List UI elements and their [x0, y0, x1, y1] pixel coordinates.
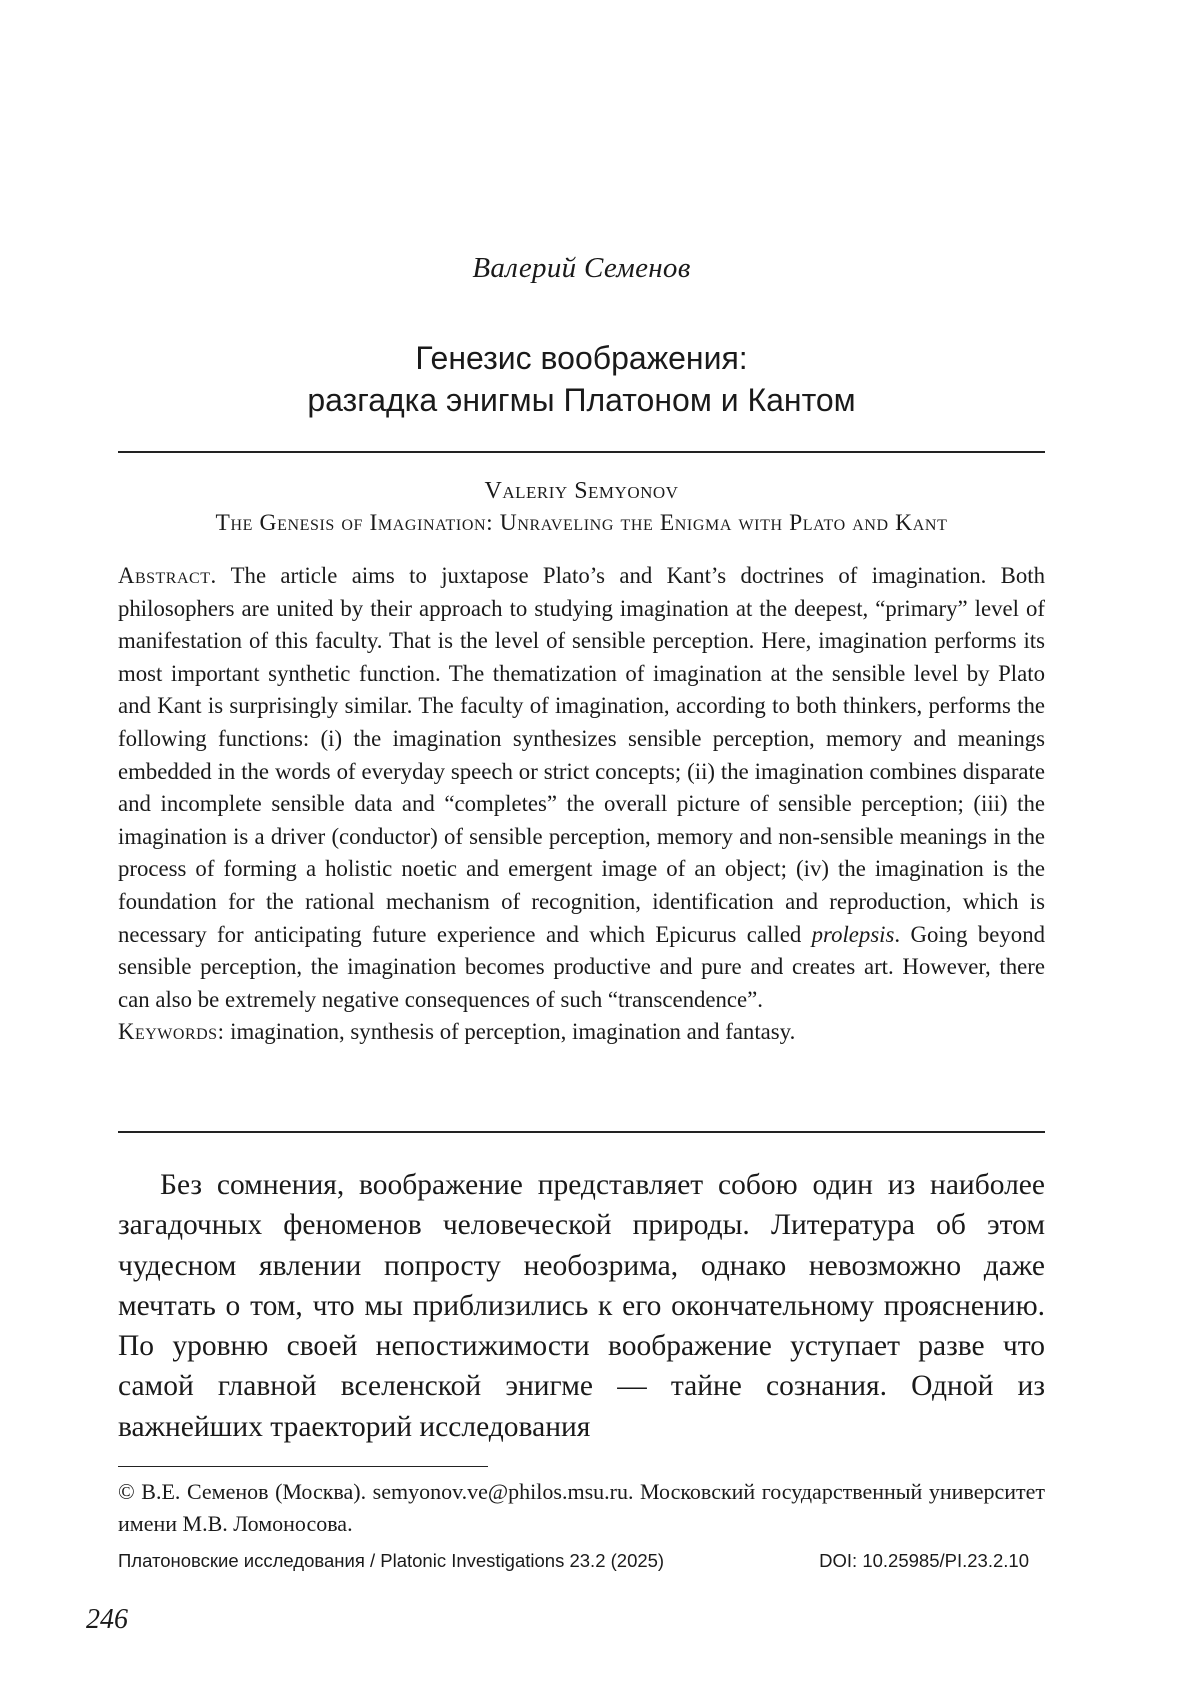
abstract-paragraph	[118, 560, 1045, 1016]
journal-footer	[118, 1548, 1045, 1574]
bottom-divider	[118, 1131, 1045, 1133]
top-divider	[118, 451, 1045, 453]
title-ru-line-2: разгадка энигмы Платоном и Кантом	[307, 382, 856, 418]
author-footnote: © В.Е. Семенов (Москва). semyonov.ve@philos.msu.ru. Московский государственный университет имени М.В. Ломоносова.	[118, 1479, 1045, 1536]
keywords-paragraph	[118, 1016, 1045, 1049]
abstract-block	[118, 560, 1045, 1049]
journal-citation: Платоновские исследования / Platonic Investigations 23.2 (2025)	[118, 1550, 665, 1571]
keywords-label: Keywords:	[118, 1019, 225, 1045]
author-name-ru: Валерий Семенов	[472, 252, 691, 284]
abstract-italic-term: prolepsis	[811, 921, 895, 947]
abstract-label: Abstract.	[118, 563, 217, 588]
article-page	[118, 0, 1045, 1703]
author-name-en: Valeriy Semyonov	[484, 478, 679, 504]
article-title-en: The Genesis of Imagination: Unraveling the Enigma with Plato and Kant	[215, 510, 948, 536]
abstract-text-part-1: The article aims to juxtapose Plato’s and Kant’s doctrines of imagination. Both philosophers are united by their approach to studying imagination at the deepest, “primary” level of manifestation of this faculty. That is the level of sensible perception. Here, imagination performs its most important synthetic function. The thematization of imagination at the sensible level by Plato and Kant is surprisingly similar. The faculty of imagination, according to both thinkers, performs the following functions: (i) the imagination synthesizes sensible perception, memory and meanings embedded in the words of everyday speech or strict concepts; (ii) the imagination combines disparate and incomplete sensible data and “completes” the overall picture of sensible perception; (iii) the imagination is a driver (conductor) of sensible perception, memory and non-sensible meanings in the process of forming a holistic noetic and emergent image of an object; (iv) the imagination is the foundation for the rational mechanism of recognition, identification and reproduction, which is necessary for anticipating future experience and which Epicurus called	[118, 563, 1045, 947]
page-number: 246	[86, 1604, 128, 1635]
body-paragraph: Без сомнения, воображение представляет собою один из наиболее загадочных феноменов человеческой природы. Литература об этом чудесном явлении попросту необозрима, однако невозможно даже мечтать о том, что мы приблизились к его окончательному прояснению. По уровню своей непостижимости воображение уступает разве что самой главной вселенской энигме — тайне сознания. Одной из важнейших траекторий исследования	[118, 1169, 1045, 1443]
article-title-ru	[118, 337, 1045, 421]
doi-label: DOI: 10.25985/PI.23.2.10	[819, 1550, 1029, 1571]
abstract-text-part-2: . Going beyond sensible perception, the imagination becomes productive and pure and creates art. However, there can also be extremely negative consequences of such “transcendence”.	[118, 921, 1045, 1012]
footnote-divider	[118, 1466, 488, 1467]
title-ru-line-1: Генезис воображения:	[415, 340, 748, 376]
keywords-text: imagination, synthesis of perception, imagination and fantasy.	[230, 1019, 796, 1045]
